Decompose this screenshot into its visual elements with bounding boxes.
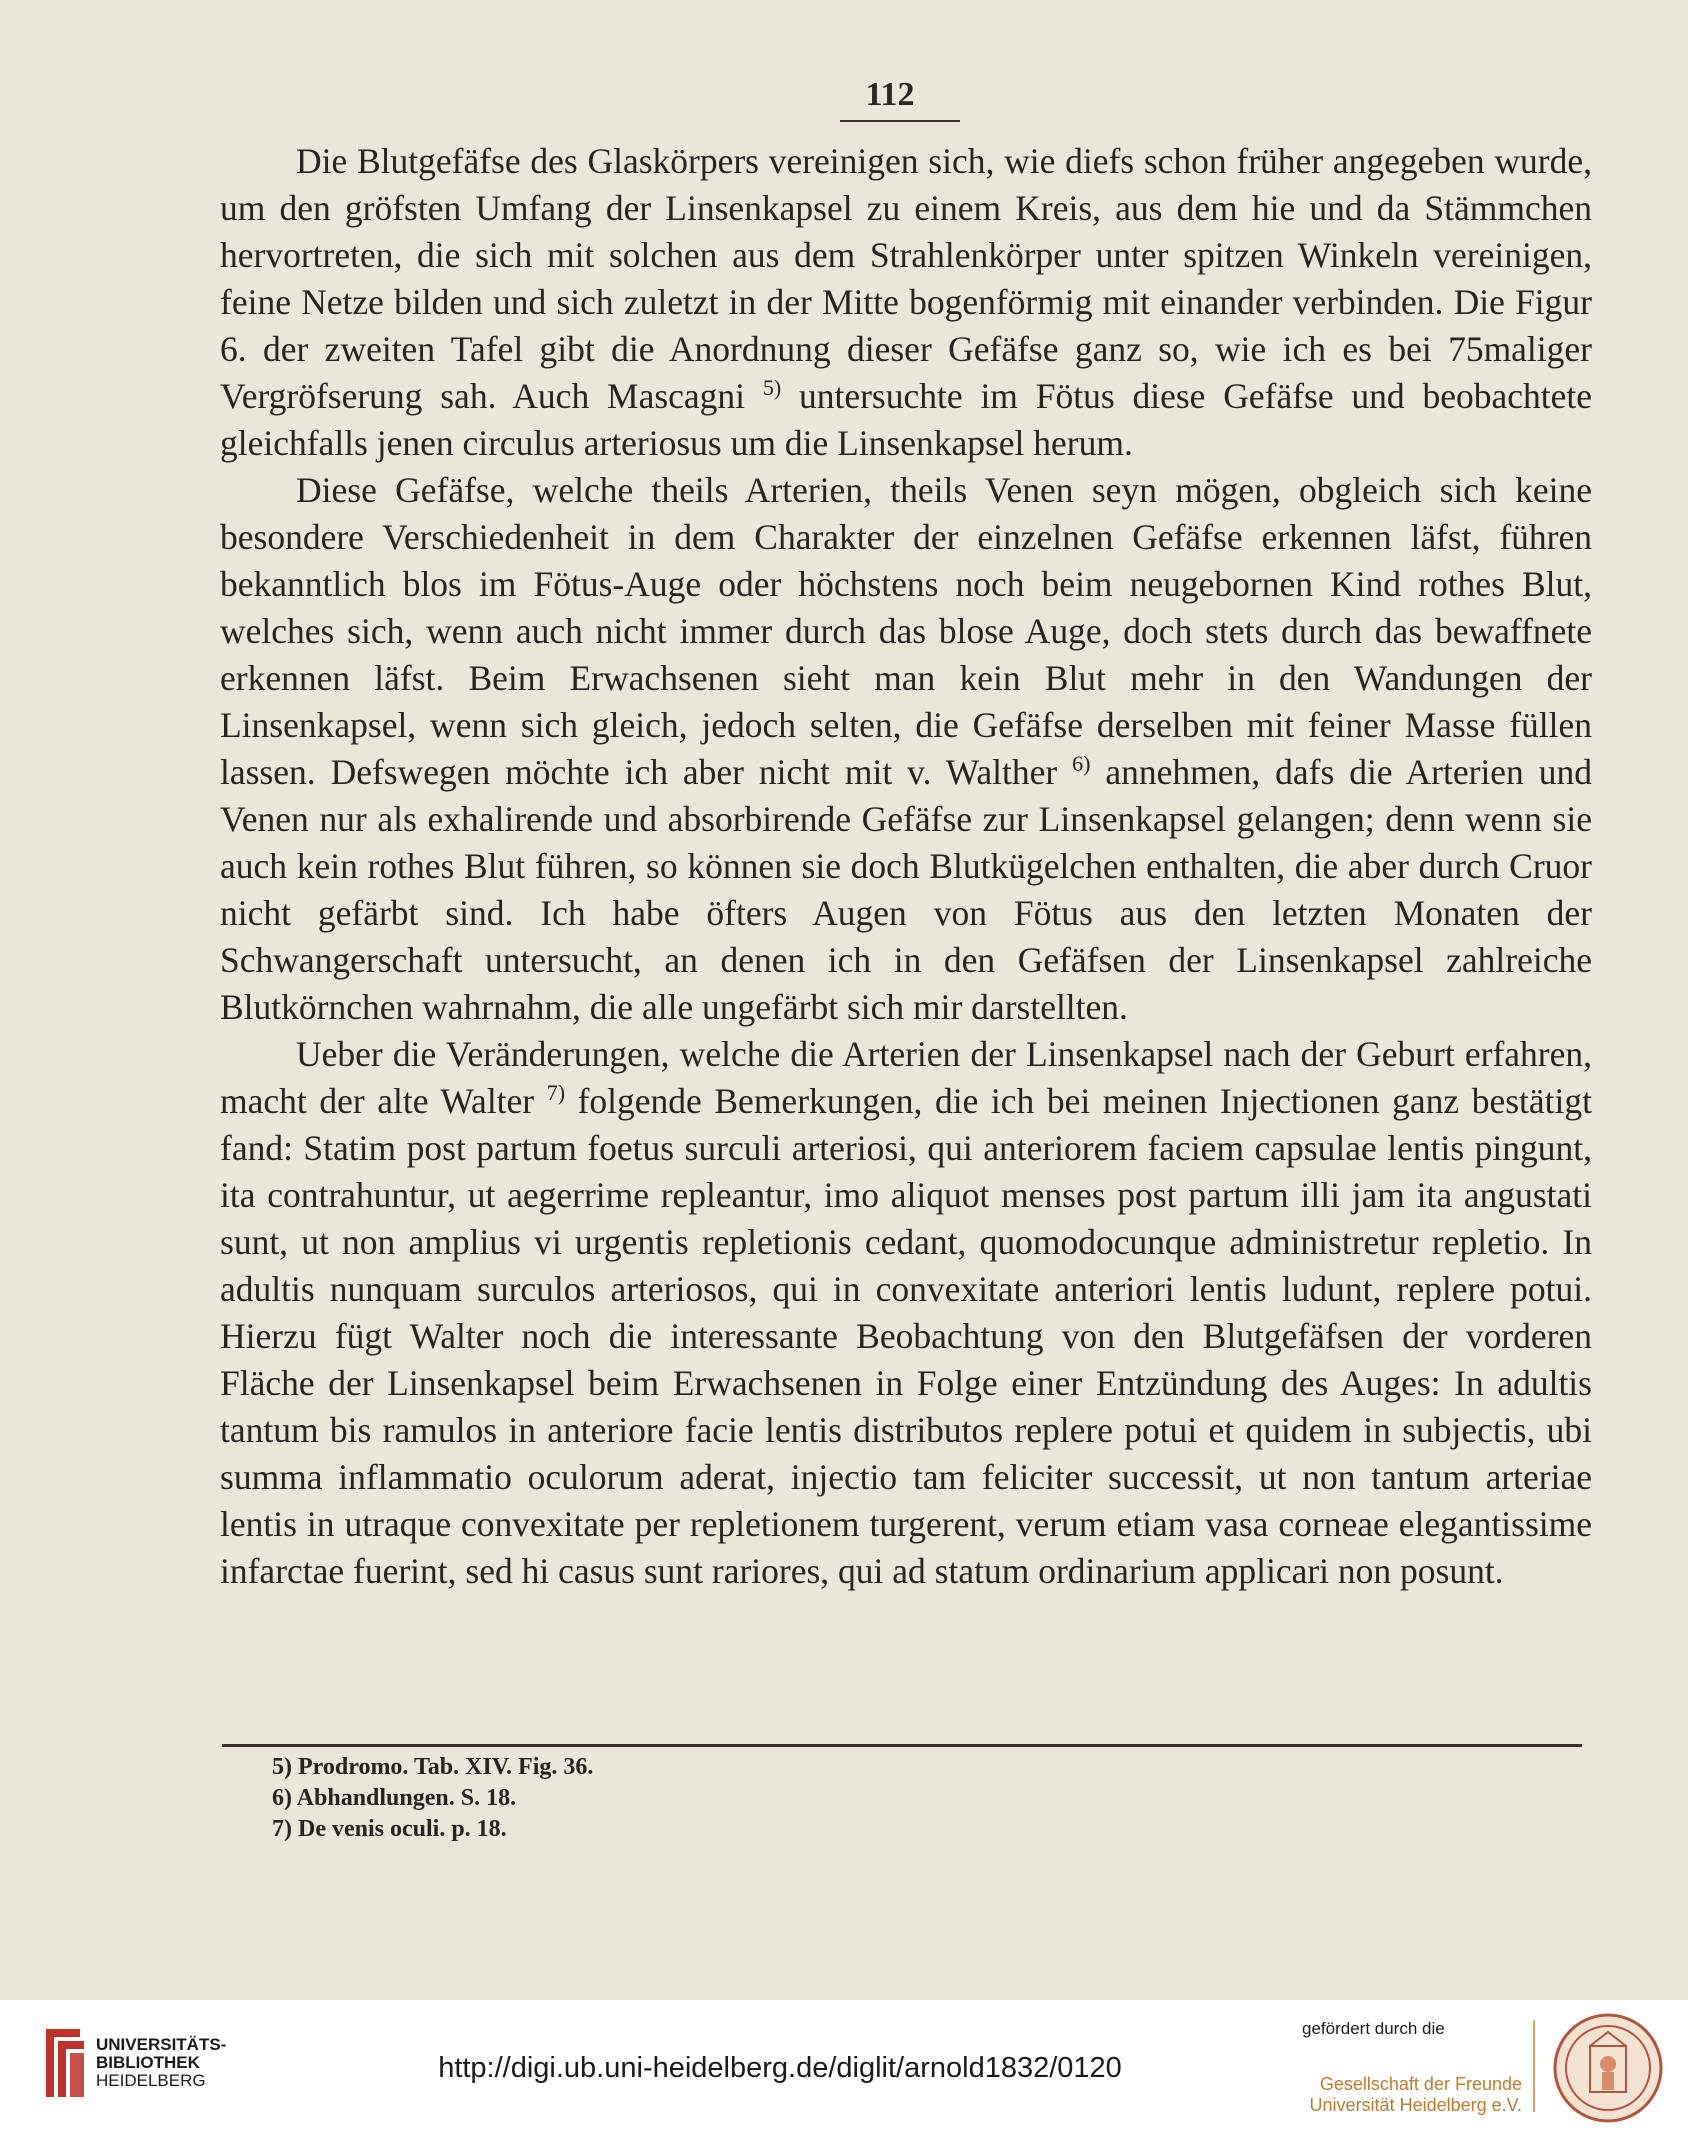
footnotes — [272, 1752, 1072, 1845]
sponsor-name — [1242, 2074, 1522, 2116]
paragraph-1 — [220, 138, 1592, 467]
paragraph-3 — [220, 1031, 1592, 1595]
paragraph-text: annehmen, dafs die Arterien und Venen nur als exhalirende und absorbirende Gefäfse zur Linsenkapsel gelangen; denn wenn sie auch kein rothes Blut führen, so können sie doch Blutkügelchen enthalten, die aber durch Cruor nicht gefärbt sind. Ich habe öfters Augen von Fötus aus den letzten Monaten der Schwangerschaft untersucht, an denen ich in den Gefäfsen der Linsenkapsel zahlreiche Blutkörnchen wahrnahm, die alle ungefärbt sich mir darstellten. — [220, 752, 1592, 1027]
sponsor-name-line2: Universität Heidelberg e.V. — [1309, 2095, 1522, 2115]
paragraph-2 — [220, 467, 1592, 1031]
footnote-marker: 5) — [762, 375, 782, 401]
sponsor-caption: gefördert durch die — [1302, 2019, 1445, 2038]
library-name-line3: HEIDELBERG — [96, 2071, 206, 2090]
document-url-link[interactable]: http://digi.ub.uni-heidelberg.de/diglit/arnold1832/0120 — [438, 2052, 1122, 2084]
library-name-line2: BIBLIOTHEK — [96, 2053, 200, 2072]
footnote-divider — [222, 1744, 1582, 1747]
footnote-7: 7) De venis oculi. p. 18. — [272, 1816, 507, 1842]
paragraph-text: Diese Gefäfse, welche theils Arterien, theils Venen seyn mögen, obgleich sich keine besondere Verschiedenheit in dem Charakter der einzelnen Gefäfse erkennen läfst, führen bekanntlich blos im Fötus-Auge oder höchstens noch beim neugebornen Kind rothes Blut, welches sich, wenn auch nicht immer durch das blose Auge, doch stets durch das bewaffnete erkennen läfst. Beim Erwachsenen sieht man kein Blut mehr in den Wandungen der Linsenkapsel, wenn sich gleich, jedoch selten, die Gefäfse derselben mit feiner Masse füllen lassen. Defswegen möchte ich aber nicht mit v. Walther — [220, 470, 1592, 792]
library-name-line1: UNIVERSITÄTS- — [96, 2035, 227, 2054]
footnote-6: 6) Abhandlungen. S. 18. — [272, 1785, 517, 1811]
body-text — [220, 138, 1592, 1595]
university-seal-icon — [1552, 2012, 1664, 2124]
footer-bar — [0, 2000, 1688, 2133]
paragraph-text: Die Blutgefäfse des Glaskörpers vereinigen sich, wie diefs schon früher angegeben wurde, um den gröfsten Umfang der Linsenkapsel zu einem Kreis, aus dem hie und da Stämmchen hervortreten, die sich mit solchen aus dem Strahlenkörper unter spitzen Winkeln vereinigen, feine Netze bilden und sich zuletzt in der Mitte bogenförmig mit einander verbinden. Die Figur 6. der zweiten Tafel gibt die Anordnung dieser Gefäfse ganz so, wie ich es bei 75maliger Vergröfserung sah. Auch Mascagni — [220, 141, 1592, 416]
footnote-marker: 7) — [546, 1080, 566, 1106]
sponsor-divider — [1533, 2020, 1535, 2112]
paragraph-text: folgende Bemerkungen, die ich bei meinen Injectionen ganz bestätigt fand: Statim post partum foetus surculi arteriosi, qui anteriorem faciem capsulae lentis pingunt, ita contrahuntur, ut aegerrime repleantur, imo aliquot menses post partum illi jam ita angustati sunt, ut non amplius vi urgentis repletionis cedant, quomodocunque administretur repletio. In adultis nunquam surculos arteriosos, qui in convexitate anteriori lentis ludunt, replere potui. Hierzu fügt Walter noch die interessante Beobachtung von den Blutgefäfsen der vorderen Fläche der Linsenkapsel beim Erwachsenen in Folge einer Entzündung des Auges: In adultis tantum bis ramulos in anteriore facie lentis distributos replere potui et quidem in subjectis, ubi summa inflammatio oculorum aderat, injectio tam feliciter successit, ut non tantum arteriae lentis in utraque convexitate per repletionem turgerent, verum etiam vasa corneae elegantissime infarctae fuerint, sed hi casus sunt rariores, qui ad statum ordinarium applicari non posunt. — [220, 1081, 1593, 1591]
paragraph-text: untersuchte im Fötus diese Gefäfse und beobachtete gleichfalls jenen circulus arteriosus um die Linsenkapsel herum. — [220, 376, 1592, 463]
footnote-5: 5) Prodromo. Tab. XIV. Fig. 36. — [272, 1754, 594, 1780]
page-number-rule — [840, 120, 960, 122]
library-logo-icon — [40, 2025, 88, 2101]
sponsor-name-line1: Gesellschaft der Freunde — [1319, 2074, 1522, 2094]
paragraph-text: Ueber die Veränderungen, welche die Arterien der Linsenkapsel nach der Geburt erfahren, macht der alte Walter — [220, 1034, 1592, 1121]
footnote-marker: 6) — [1072, 751, 1091, 777]
library-name — [96, 2036, 226, 2090]
page-number: 112 — [865, 76, 915, 113]
